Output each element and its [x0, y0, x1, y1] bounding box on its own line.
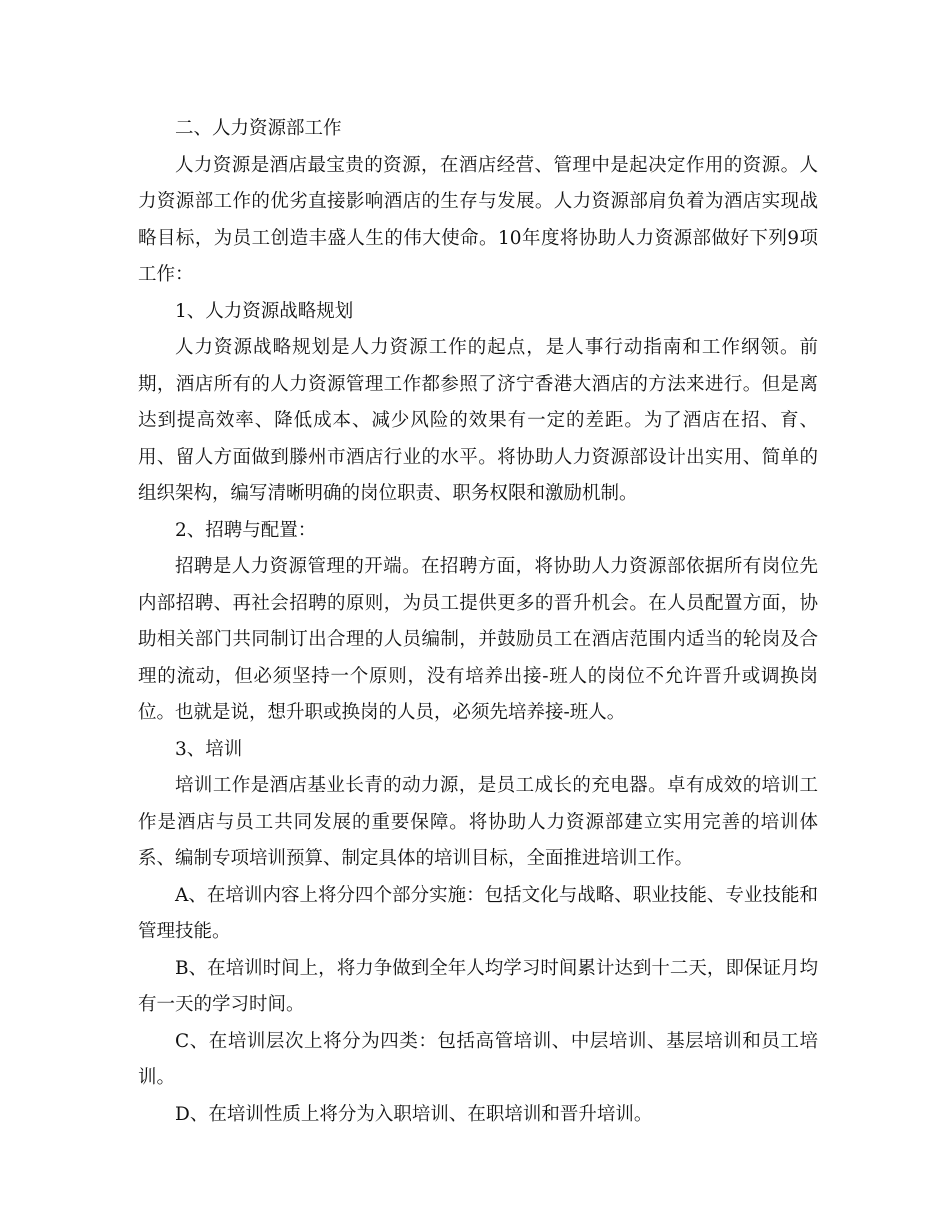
subheading-recruitment: 2、招聘与配置：	[175, 519, 317, 541]
subheading-strategy: 1、人力资源战略规划	[175, 300, 354, 322]
section-heading-hr: 二、人力资源部工作	[175, 118, 342, 139]
training-item-d: D、在培训性质上将分为入职培训、在职培训和晋升培训。	[175, 1103, 653, 1125]
training-item-a: A、在培训内容上将分四个部分实施：包括文化与战略、职业技能、专业技能和管理技能。	[138, 884, 818, 942]
paragraph-recruitment: 招聘是人力资源管理的开端。在招聘方面，将协助人力资源部依据所有岗位先内部招聘、再社会招聘的原则，为员工提供更多的晋升机会。在人员配置方面，协助相关部门共同制订出合理的人员编制，并鼓励员工在酒店范围内适当的轮岗及合理的流动，但必须坚持一个原则，没有培养出接-班人的岗位不允许晋升或调换岗位。也就是说，想升职或换岗的人员，必须先培养接-班人。	[138, 556, 818, 723]
subheading-training: 3、培训	[175, 738, 243, 760]
paragraph-hr-intro: 人力资源是酒店最宝贵的资源，在酒店经营、管理中是起决定作用的资源。人力资源部工作的优劣直接影响酒店的生存与发展。人力资源部肩负着为酒店实现战略目标，为员工创造丰盛人生的伟大使命。10年度将协助人力资源部做好下列9项工作：	[138, 154, 818, 285]
paragraph-strategy: 人力资源战略规划是人力资源工作的起点，是人事行动指南和工作纲领。前期，酒店所有的人力资源管理工作都参照了济宁香港大酒店的方法来进行。但是离达到提高效率、降低成本、减少风险的效果有一定的差距。为了酒店在招、育、用、留人方面做到滕州市酒店行业的水平。将协助人力资源部设计出实用、简单的组织架构，编写清晰明确的岗位职责、职务权限和激励机制。	[138, 337, 818, 504]
training-item-b: B、在培训时间上，将力争做到全年人均学习时间累计达到十二天，即保证月均有一天的学习时间。	[138, 957, 818, 1015]
document-body	[138, 111, 818, 1133]
training-item-c: C、在培训层次上将分为四类：包括高管培训、中层培训、基层培训和员工培训。	[138, 1030, 818, 1088]
paragraph-training: 培训工作是酒店基业长青的动力源，是员工成长的充电器。卓有成效的培训工作是酒店与员工共同发展的重要保障。将协助人力资源部建立实用完善的培训体系、编制专项培训预算、制定具体的培训目标，全面推进培训工作。	[138, 775, 818, 869]
